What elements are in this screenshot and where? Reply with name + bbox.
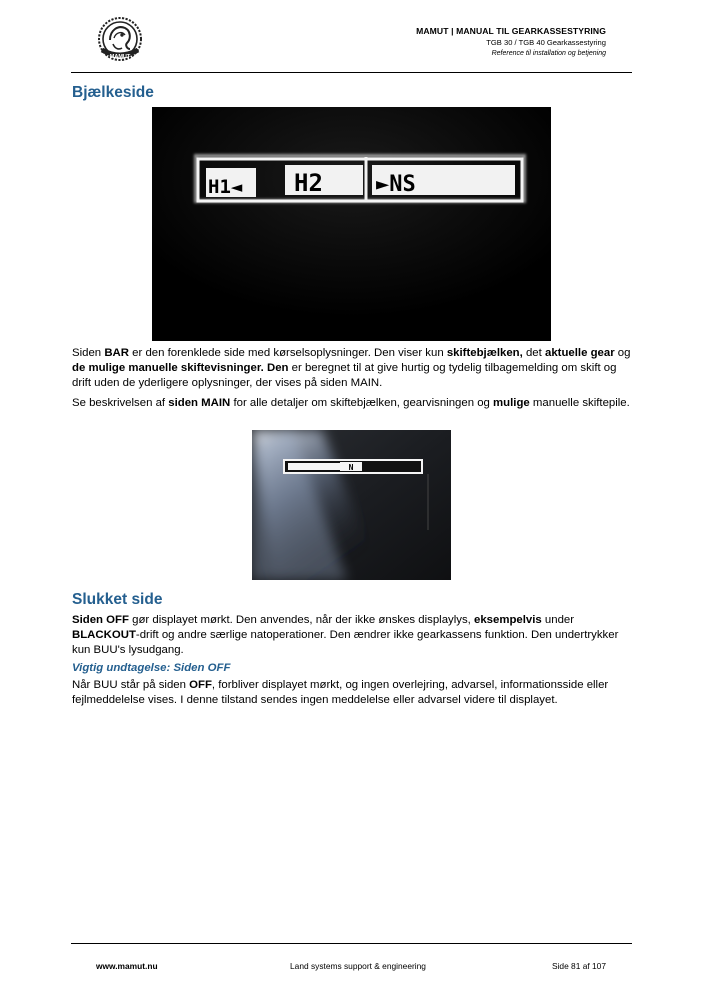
text-run: , forbliver displayet mørkt, og ingen overlejring, advarsel, informationsside eller fejlmeddelelse vises. I denne tilstand sendes ingen meddelelse eller advarsel videre til displayet. xyxy=(72,679,609,706)
text-run: eksempelvis xyxy=(474,614,542,626)
text-run: er den forenklede side med kørselsoplysninger. Den viser kun xyxy=(129,347,447,359)
off-page-subheading: Vigtig undtagelse: Siden OFF xyxy=(72,662,231,674)
header-rule xyxy=(71,72,632,73)
text-run: for alle detaljer om skiftebjælken, gearvisningen og xyxy=(230,397,494,409)
text-run: gør displayet mørkt. Den anvendes, når der ikke ønskes displaylys, xyxy=(128,614,474,626)
display-center-label: H2 xyxy=(294,169,323,197)
text-run: BAR xyxy=(104,347,129,359)
display-right-label: ►NS xyxy=(376,172,416,197)
display-left-label: H1◄ xyxy=(208,176,243,198)
footer-website: www.mamut.nu xyxy=(96,961,158,971)
text-run: og xyxy=(614,347,631,359)
section-heading-off-page: Slukket side xyxy=(72,591,163,608)
text-run: de mulige manuelle skiftevisninger. Den xyxy=(72,362,289,374)
text-run: Siden OFF xyxy=(72,614,129,626)
header-title: MAMUT | MANUAL TIL GEARKASSESTYRING xyxy=(416,26,606,36)
text-run: manuelle skiftepile. xyxy=(529,397,630,409)
footer-rule xyxy=(71,943,632,944)
bar-neutral-photo xyxy=(252,430,451,580)
text-run: Se beskrivelsen af xyxy=(72,397,169,409)
off-page-description xyxy=(72,613,634,658)
text-run: under xyxy=(541,614,575,626)
text-run: skiftebjælken, xyxy=(446,347,523,359)
text-run: er beregnet til at give hurtig og tydelig tilbagemelding om skift og drift uden de yderligere oplysninger, der vises på siden MAIN. xyxy=(72,362,617,389)
text-run: -drift og andre særlige natoperationer. Den ændrer ikke gearkassens funktion. Den undertrykker kun BUU's lysudgang. xyxy=(72,629,619,656)
bar-page-description xyxy=(72,346,634,391)
text-run: BLACKOUT xyxy=(72,629,136,641)
text-run: siden MAIN xyxy=(168,397,231,409)
text-run: aktuelle gear xyxy=(544,347,615,359)
off-page-exception xyxy=(72,678,634,708)
mamut-logo xyxy=(94,16,146,64)
logo-text: MAMUT xyxy=(109,54,131,60)
header-subtitle: TGB 30 / TGB 40 Gearkassestyring xyxy=(486,38,606,47)
text-run: Når BUU står på siden xyxy=(72,679,190,691)
text-run: Siden xyxy=(72,347,105,359)
section-heading-bar-page: Bjælkeside xyxy=(72,84,154,101)
text-run: OFF xyxy=(189,679,212,691)
text-run: det xyxy=(522,347,545,359)
footer-page-number: Side 81 af 107 xyxy=(551,961,606,971)
page-header xyxy=(416,26,606,59)
bar-page-reference xyxy=(72,396,634,411)
display-gear-label: N xyxy=(348,463,354,472)
header-reference: Reference til installation og betjening xyxy=(491,50,606,57)
footer-tagline: Land systems support & engineering xyxy=(290,961,426,971)
text-run: mulige xyxy=(493,397,530,409)
bar-display-photo xyxy=(152,107,551,341)
